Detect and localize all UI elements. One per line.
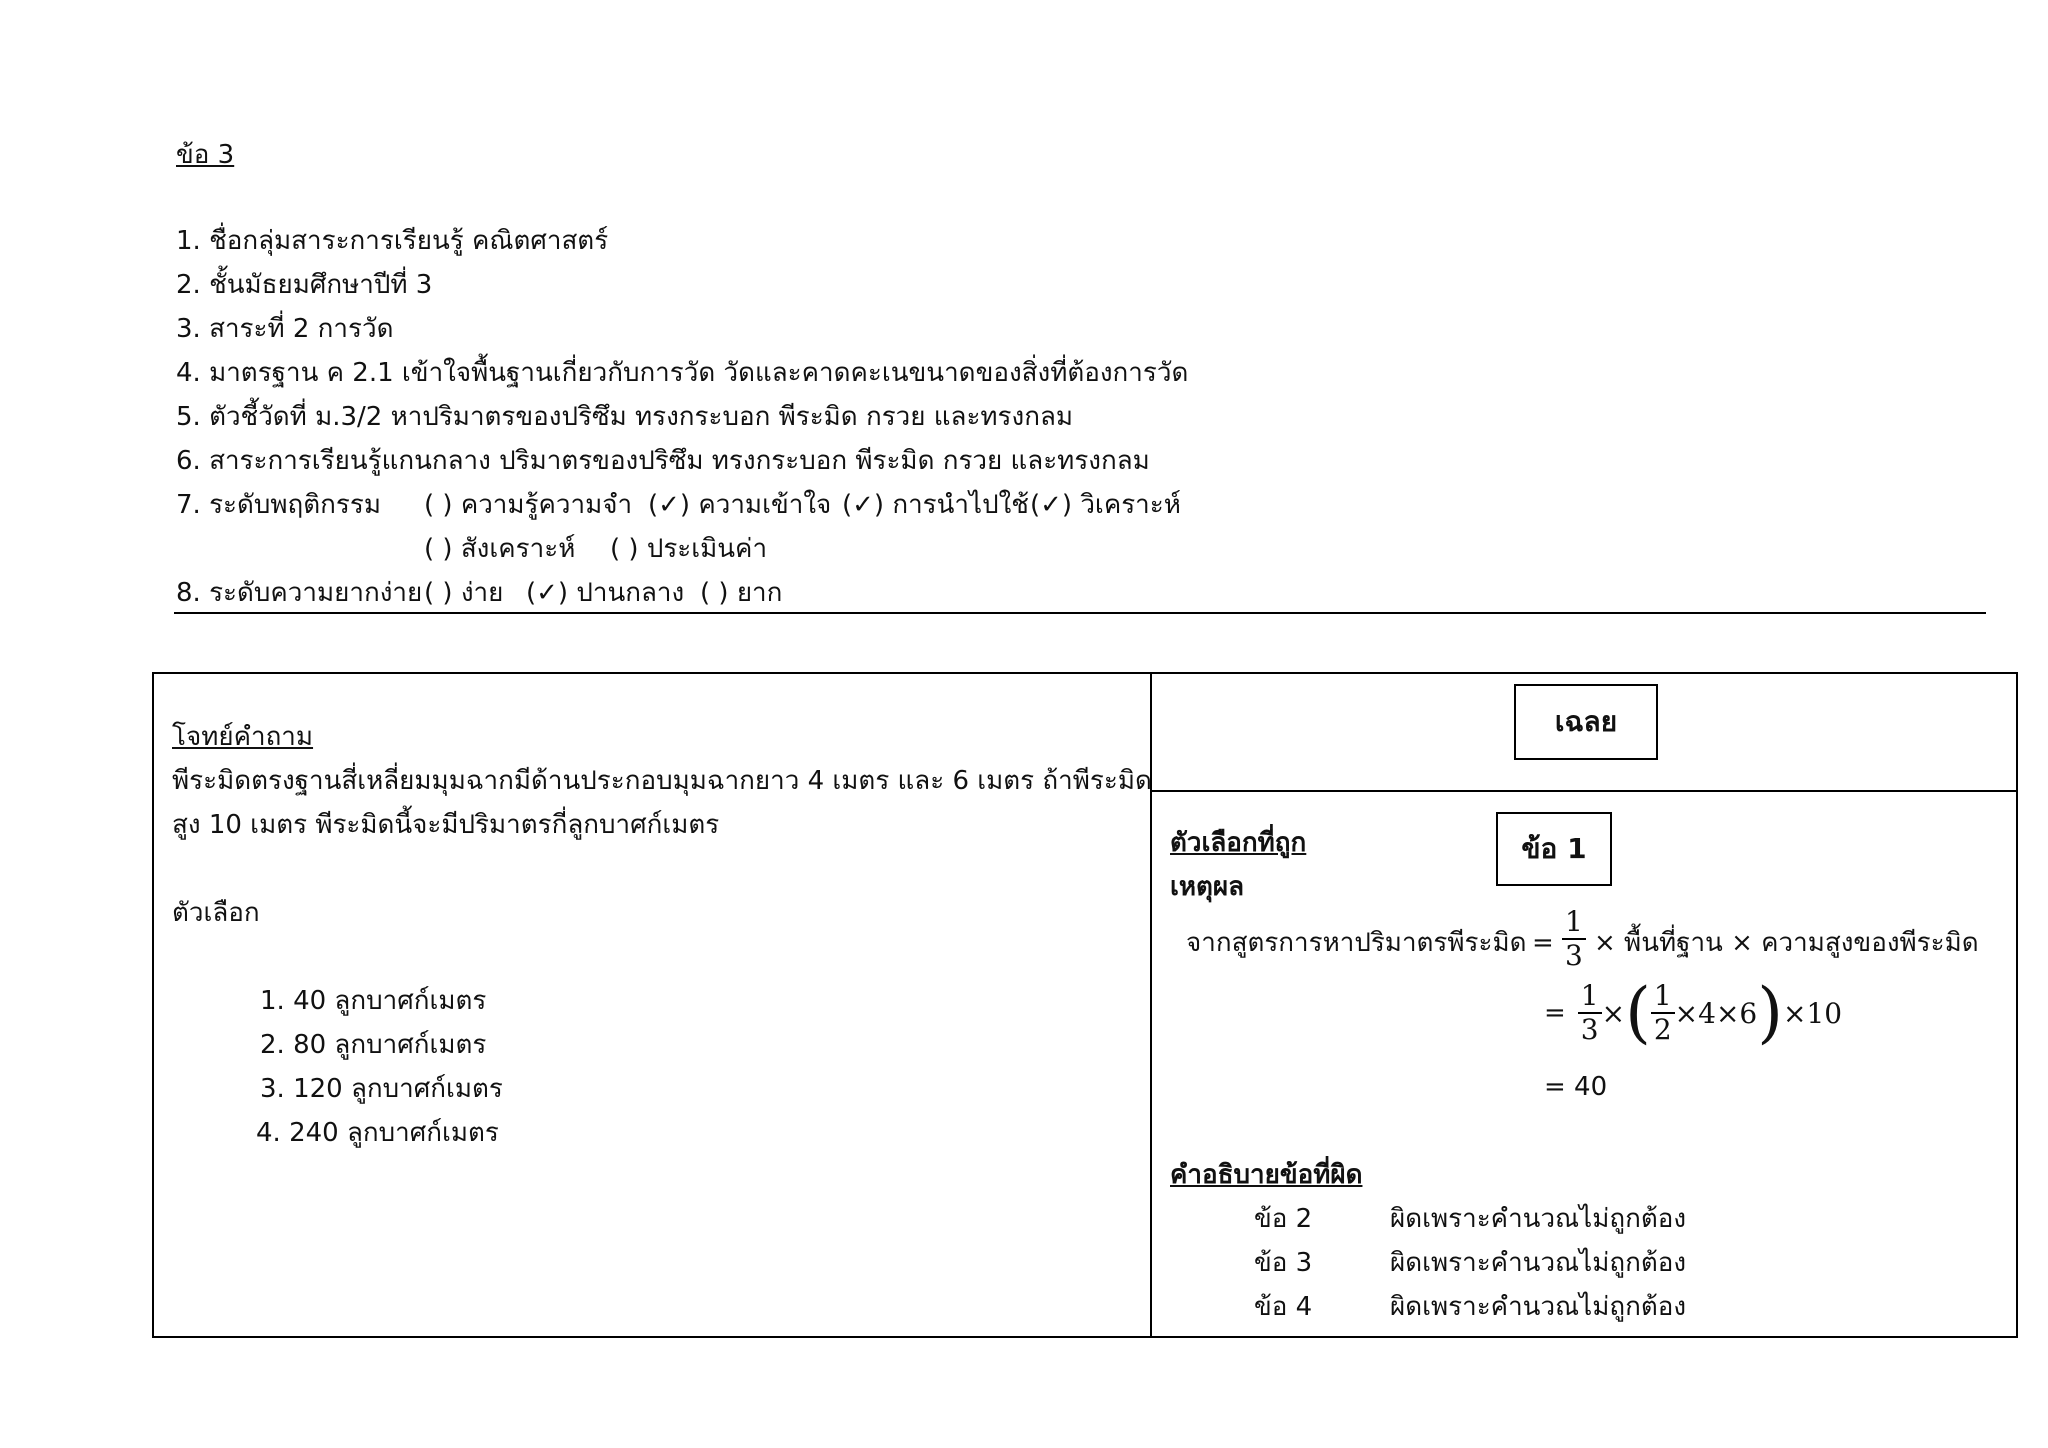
- choices-label: ตัวเลือก: [172, 898, 260, 928]
- formula-rest: × พื้นที่ฐาน × ความสูงของพีระมิด: [1594, 928, 1979, 958]
- calculation-result: = 40: [1544, 1072, 1608, 1102]
- wrong-reason: ผิดเพราะคำนวณไม่ถูกต้อง: [1390, 1204, 1687, 1234]
- core-content: 6. สาระการเรียนรู้แกนกลาง ปริมาตรของปริซึม ทรงกระบอก พีระมิด กรวย และทรงกลม: [176, 446, 1150, 476]
- correct-choice-value: ข้อ 1: [1521, 832, 1587, 865]
- grade-level: 2. ชั้นมัธยมศึกษาปีที่ 3: [176, 270, 433, 300]
- wrong-reason: ผิดเพราะคำนวณไม่ถูกต้อง: [1390, 1292, 1687, 1322]
- calculation-step: = $\frac{1}{3}$ × ( $\frac{1}{2}$ ×4×6 ) ×10: [1544, 974, 1843, 1051]
- behavior-option-analysis: (✓) วิเคราะห์: [1030, 490, 1181, 520]
- formula-label: จากสูตรการหาปริมาตรพีระมิด: [1186, 928, 1527, 958]
- behavior-option-comprehension: (✓) ความเข้าใจ: [648, 490, 832, 520]
- page-title: ข้อ 3: [176, 140, 235, 170]
- wrong-item: ข้อ 3: [1254, 1248, 1313, 1278]
- question-text-line1: พีระมิดตรงฐานสี่เหลี่ยมมุมฉากมีด้านประกอบมุมฉากยาว 4 เมตร และ 6 เมตร ถ้าพีระมิด: [172, 766, 1152, 796]
- strand: 3. สาระที่ 2 การวัด: [176, 314, 394, 344]
- wrong-explanation-label: คำอธิบายข้อที่ผิด: [1170, 1160, 1363, 1190]
- answer-header-divider: [1150, 790, 2018, 792]
- difficulty-label: 8. ระดับความยากง่าย: [176, 578, 423, 608]
- behavior-option-synthesis: ( ) สังเคราะห์: [424, 534, 576, 564]
- behavior-option-knowledge: ( ) ความรู้ความจำ: [424, 490, 633, 520]
- formula-equals: =: [1532, 928, 1554, 958]
- correct-choice-label: ตัวเลือกที่ถูก: [1170, 828, 1307, 858]
- difficulty-option-easy: ( ) ง่าย: [424, 578, 504, 608]
- choice-item: 2. 80 ลูกบาศก์เมตร: [260, 1030, 487, 1060]
- choice-item: 4. 240 ลูกบาศก์เมตร: [256, 1118, 499, 1148]
- subject-group: 1. ชื่อกลุ่มสาระการเรียนรู้ คณิตศาสตร์: [176, 226, 609, 256]
- answer-title: เฉลย: [1554, 705, 1618, 738]
- answer-title-box: [1514, 684, 1658, 760]
- question-heading: โจทย์คำถาม: [172, 722, 314, 752]
- wrong-reason: ผิดเพราะคำนวณไม่ถูกต้อง: [1390, 1248, 1687, 1278]
- fraction-one-third: $\frac{1}{3}$: [1562, 906, 1586, 972]
- behavior-level-label: 7. ระดับพฤติกรรม: [176, 490, 381, 520]
- behavior-option-evaluation: ( ) ประเมินค่า: [610, 534, 768, 564]
- difficulty-option-hard: ( ) ยาก: [700, 578, 783, 608]
- wrong-item: ข้อ 2: [1254, 1204, 1313, 1234]
- wrong-item: ข้อ 4: [1254, 1292, 1313, 1322]
- choice-item: 1. 40 ลูกบาศก์เมตร: [260, 986, 487, 1016]
- choice-item: 3. 120 ลูกบาศก์เมตร: [260, 1074, 503, 1104]
- header-divider: [174, 612, 1986, 614]
- question-text-line2: สูง 10 เมตร พีระมิดนี้จะมีปริมาตรกี่ลูกบาศก์เมตร: [172, 810, 720, 840]
- correct-choice-box: [1496, 812, 1612, 886]
- difficulty-option-medium: (✓) ปานกลาง: [526, 578, 685, 608]
- behavior-option-application: (✓) การนำไปใช้: [842, 490, 1029, 520]
- standard: 4. มาตรฐาน ค 2.1 เข้าใจพื้นฐานเกี่ยวกับการวัด วัดและคาดคะเนขนาดของสิ่งที่ต้องการวัด: [176, 358, 1189, 388]
- reason-label: เหตุผล: [1170, 872, 1245, 902]
- indicator: 5. ตัวชี้วัดที่ ม.3/2 หาปริมาตรของปริซึม ทรงกระบอก พีระมิด กรวย และทรงกลม: [176, 402, 1074, 432]
